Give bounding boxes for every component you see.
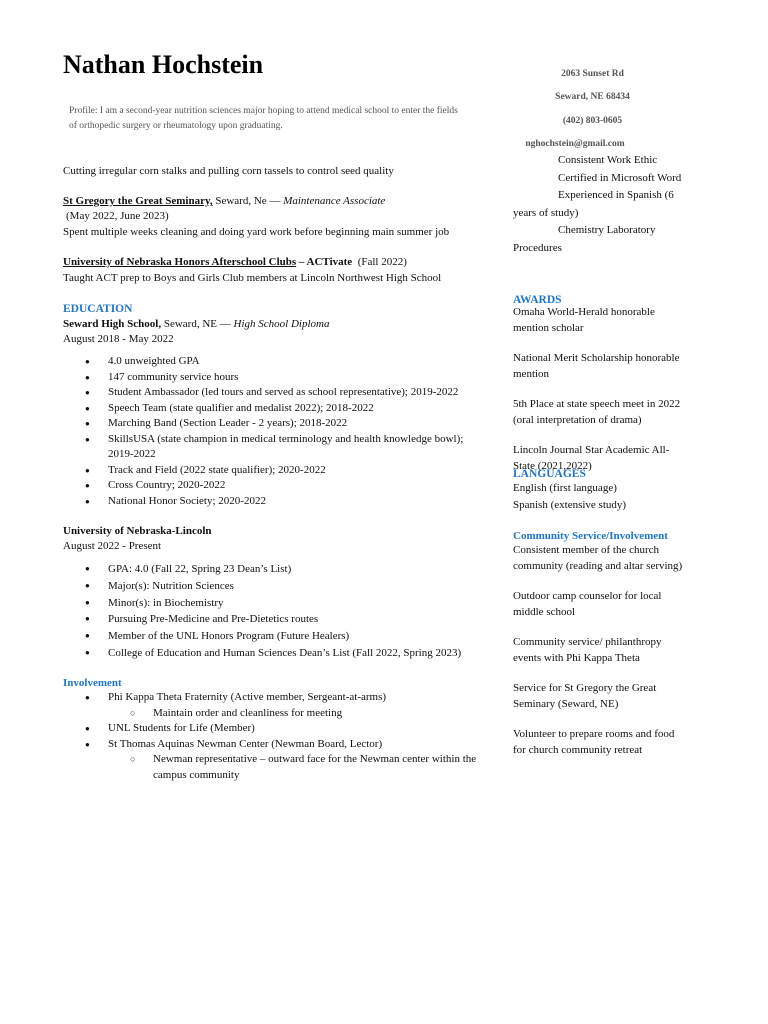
list-item: ● Marching Band (Section Leader - 2 years); 2018-2022 [63,416,483,432]
skill-item: Chemistry Laboratory Procedures [513,224,656,254]
list-item: ● 147 community service hours [63,370,483,386]
community-item: Volunteer to prepare rooms and food for church community retreat [513,728,675,756]
award-item: Lincoln Journal Star Academic All-State (2021,2022) [513,444,670,472]
community-item: Outdoor camp counselor for local middle school [513,590,662,618]
job-honors-clubs [63,255,483,271]
job-description: Spent multiple weeks cleaning and doing yard work before beginning main summer job [63,226,450,238]
list-item: ● Minor(s): in Biochemistry [63,595,483,612]
experience-continued-line: Cutting irregular corn stalks and pulling corn tassels to control seed quality [63,165,394,177]
hs-achievements-list [63,354,483,509]
job-org: University of Nebraska Honors Afterschool Clubs [63,256,297,268]
involvement-list [63,690,483,783]
address-line-2: Seward, NE 68434 [555,92,630,102]
job-org: St Gregory the Great Seminary, [63,195,213,207]
job-seminary [63,194,483,210]
job-dates: (Fall 2022) [352,256,407,268]
list-item: ● St Thomas Aquinas Newman Center (Newman Board, Lector) [63,737,483,753]
community-heading: Community Service/Involvement [513,530,668,542]
candidate-name: Nathan Hochstein [63,50,264,79]
skills-list [513,152,688,257]
involvement-heading: Involvement [63,677,122,689]
awards-list [513,305,683,489]
list-item: ● Cross Country; 2020-2022 [63,478,483,494]
phone-number: (402) 803-0605 [562,116,623,126]
school-dates: August 2018 - May 2022 [63,333,174,345]
list-item: ● Phi Kappa Theta Fraternity (Active member, Sergeant-at-arms) [63,690,483,706]
list-item: ● GPA: 4.0 (Fall 22, Spring 23 Dean’s List) [63,561,483,578]
list-item: ● Major(s): Nutrition Sciences [63,578,483,595]
list-item: ● Track and Field (2022 state qualifier); 2020-2022 [63,463,483,479]
community-item: Consistent member of the church community (reading and altar serving) [513,544,683,572]
school-unl-name: University of Nebraska-Lincoln [63,525,212,537]
list-item: ● Member of the UNL Honors Program (Future Healers) [63,628,483,645]
languages-heading: LANGUAGES [513,468,586,480]
job-location: Seward, Ne — [212,195,284,207]
email-address[interactable]: nghochstein@gmail.com [525,139,625,149]
profile-summary: Profile: I am a second-year nutrition sciences major hoping to attend medical school to enter the fields of orthopedic surgery or rheumatology upon graduating. [69,106,458,131]
job-dates: (May 2022, June 2023) [66,210,169,222]
school-seward-high [63,317,483,333]
job-separator: – [296,256,307,268]
list-item: ● College of Education and Human Sciences Dean’s List (Fall 2022, Spring 2023) [63,645,483,662]
sub-list-item: ○ Newman representative – outward face for the Newman center within the campus community [63,752,483,783]
job-org-program: ACTivate [306,256,353,268]
skill-item: Consistent Work Ethic [558,154,658,166]
skill-item: Certified in Microsoft Word [558,171,682,184]
community-item: Community service/ philanthropy events with Phi Kappa Theta [513,636,662,664]
languages-list [513,480,683,513]
school-name: Seward High School, [63,318,162,330]
award-item: Omaha World-Herald honorable mention scholar [513,306,655,334]
community-item: Service for St Gregory the Great Seminary (Seward, NE) [513,682,657,710]
school-location: Seward, NE — [161,318,234,330]
job-role: Maintenance Associate [283,195,386,207]
list-item: ● Pursuing Pre-Medicine and Pre-Dietetics routes [63,611,483,628]
award-item: 5th Place at state speech meet in 2022 (oral interpretation of drama) [513,398,681,426]
awards-heading: AWARDS [513,294,562,306]
education-heading: EDUCATION [63,303,133,315]
community-list [513,543,683,773]
job-description: Taught ACT prep to Boys and Girls Club members at Lincoln Northwest High School [63,272,442,284]
award-item: National Merit Scholarship honorable mention [513,352,680,380]
list-item: ● UNL Students for Life (Member) [63,721,483,737]
list-item: ● Speech Team (state qualifier and medalist 2022); 2018-2022 [63,401,483,417]
address-line-1: 2063 Sunset Rd [561,69,624,79]
list-item: ● SkillsUSA (state champion in medical terminology and health knowledge bowl); 2019-2022 [63,432,483,463]
unl-achievements-list [63,561,483,662]
language-item: English (first language) [513,482,617,494]
skill-item: Experienced in Spanish (6 years of study) [513,189,674,219]
school-degree: High School Diploma [233,318,330,330]
school-dates: August 2022 - Present [63,540,162,552]
list-item: ● Student Ambassador (led tours and served as school representative); 2019-2022 [63,385,483,401]
list-item: ● National Honor Society; 2020-2022 [63,494,483,510]
language-item: Spanish (extensive study) [513,498,627,511]
list-item: ● 4.0 unweighted GPA [63,354,483,370]
sub-list-item: ○ Maintain order and cleanliness for meeting [63,706,483,722]
